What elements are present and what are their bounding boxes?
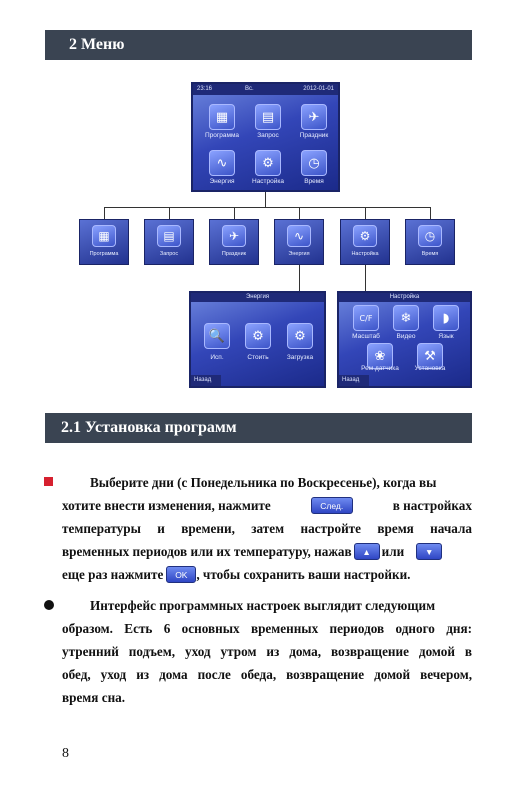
tile-label: Энергия [288, 251, 310, 257]
p1-line-3: температуры и времени, затем настройте время начала [62, 521, 472, 536]
settings-item-video: Видео [396, 333, 416, 340]
p1-line-2 [62, 494, 472, 517]
p1-line-4-text-a: временных периодов или их температуру, нажав [62, 544, 352, 559]
clock-icon: ◷ [418, 225, 442, 247]
program-icon: ▦ [92, 225, 116, 247]
page-number: 8 [62, 746, 69, 761]
p1-line-4 [62, 540, 472, 563]
p1-line-2-text-b: в настройках [392, 498, 472, 513]
main-label-program: Программа [204, 132, 240, 139]
tree-drop-1 [104, 207, 105, 219]
menu-tile-holiday[interactable] [209, 219, 259, 265]
settings-item-install: Установка [414, 365, 446, 372]
main-label-time: Время [304, 178, 324, 185]
query-icon: ▤ [157, 225, 181, 247]
settings-icon: ⚙ [353, 225, 377, 247]
install-icon[interactable]: ⚒ [417, 343, 443, 369]
main-label-settings: Настройка [252, 178, 284, 185]
tile-label: Праздник [221, 251, 247, 257]
p2-line-3: утренний подъем, уход утром из дома, возвращение домой в [62, 644, 472, 659]
settings-screen [337, 291, 472, 388]
main-label-energy: Энергия [209, 178, 235, 185]
status-bar [193, 84, 338, 95]
query-icon[interactable]: ▤ [255, 104, 281, 130]
p1-line-5-text-a: еще раз нажмите [62, 567, 164, 582]
p1-line-5-text-b: , чтобы сохранить ваши настройки. [196, 567, 411, 582]
section-title: 2 Меню [69, 36, 125, 53]
tile-label: Время [421, 251, 439, 257]
menu-tile-program[interactable] [79, 219, 129, 265]
menu-tile-time[interactable] [405, 219, 455, 265]
down-arrow-button[interactable] [416, 543, 442, 560]
p2-line-2: образом. Есть 6 основных временных периодов одного дня: [62, 621, 472, 636]
holiday-icon[interactable]: ✈ [301, 104, 327, 130]
language-icon[interactable]: ◗ [433, 305, 459, 331]
next-button[interactable]: След. [311, 497, 353, 514]
energy-connector [299, 265, 300, 291]
red-square-bullet [44, 477, 53, 486]
energy-icon: ∿ [287, 225, 311, 247]
sensor-icon[interactable]: ❀ [367, 343, 393, 369]
main-label-query: Запрос [257, 132, 279, 139]
paragraph-2 [62, 594, 472, 709]
settings-item-scale: Масштаб [352, 333, 380, 340]
settings-icon[interactable]: ⚙ [255, 150, 281, 176]
usage-icon[interactable]: 🔍 [204, 323, 230, 349]
section-header [45, 30, 472, 60]
subsection-title: 2.1 Установка программ [61, 419, 237, 436]
p2-line-4: обед, уход из дома после обеда, возвращение домой вечером, [62, 667, 472, 682]
load-icon[interactable]: ⚙ [287, 323, 313, 349]
p2-line-1: Интерфейс программных настроек выглядит следующим [90, 598, 436, 613]
video-icon[interactable]: ❄ [393, 305, 419, 331]
settings-title: Настройка [339, 293, 470, 302]
tree-branch [104, 207, 431, 208]
up-arrow-button[interactable] [354, 543, 380, 560]
p1-line-4-text-b: или [381, 544, 405, 559]
tile-label: Настройка [351, 251, 379, 257]
settings-item-language: Язык [438, 333, 454, 340]
energy-title: Энергия [191, 293, 324, 302]
energy-icon[interactable]: ∿ [209, 150, 235, 176]
status-time: 23:16 [197, 86, 213, 92]
menu-tile-settings[interactable] [340, 219, 390, 265]
holiday-icon: ✈ [222, 225, 246, 247]
program-icon[interactable]: ▦ [209, 104, 235, 130]
tree-drop-3 [234, 207, 235, 219]
energy-item-load: Загрузка [286, 354, 314, 361]
menu-tile-energy[interactable] [274, 219, 324, 265]
energy-item-usage: Исп. [210, 354, 224, 361]
settings-item-sensor: Рем.датчика [361, 365, 399, 372]
tree-drop-2 [169, 207, 170, 219]
settings-connector [365, 265, 366, 291]
ok-button[interactable]: OK [166, 566, 196, 583]
p2-line-5: время сна. [62, 690, 126, 705]
status-date: 2012-01-01 [303, 86, 334, 92]
tile-label: Запрос [159, 251, 179, 257]
status-day: Вс. [245, 86, 254, 92]
round-bullet [44, 600, 54, 610]
energy-item-cost: Стоить [247, 354, 269, 361]
tree-drop-5 [365, 207, 366, 219]
paragraph-1 [62, 471, 472, 586]
p1-line-1: Выберите дни (с Понедельника по Воскресенье), когда вы [90, 475, 437, 490]
menu-tile-query[interactable] [144, 219, 194, 265]
main-label-holiday: Праздник [299, 132, 329, 139]
clock-icon[interactable]: ◷ [301, 150, 327, 176]
down-arrow-icon: ▼ [425, 547, 434, 557]
tree-drop-4 [299, 207, 300, 219]
scale-icon[interactable]: C/F [353, 305, 379, 331]
p1-line-5 [62, 563, 472, 586]
subsection-header [45, 413, 472, 443]
tile-label: Программа [89, 251, 119, 257]
main-screen [191, 82, 340, 192]
p1-line-2-text-a: хотите внести изменения, нажмите [62, 498, 271, 513]
tree-trunk [265, 192, 266, 207]
back-button[interactable]: Назад [339, 375, 369, 386]
energy-screen [189, 291, 326, 388]
back-button[interactable]: Назад [191, 375, 221, 386]
up-arrow-icon: ▲ [362, 547, 371, 557]
cost-icon[interactable]: ⚙ [245, 323, 271, 349]
tree-drop-6 [430, 207, 431, 219]
